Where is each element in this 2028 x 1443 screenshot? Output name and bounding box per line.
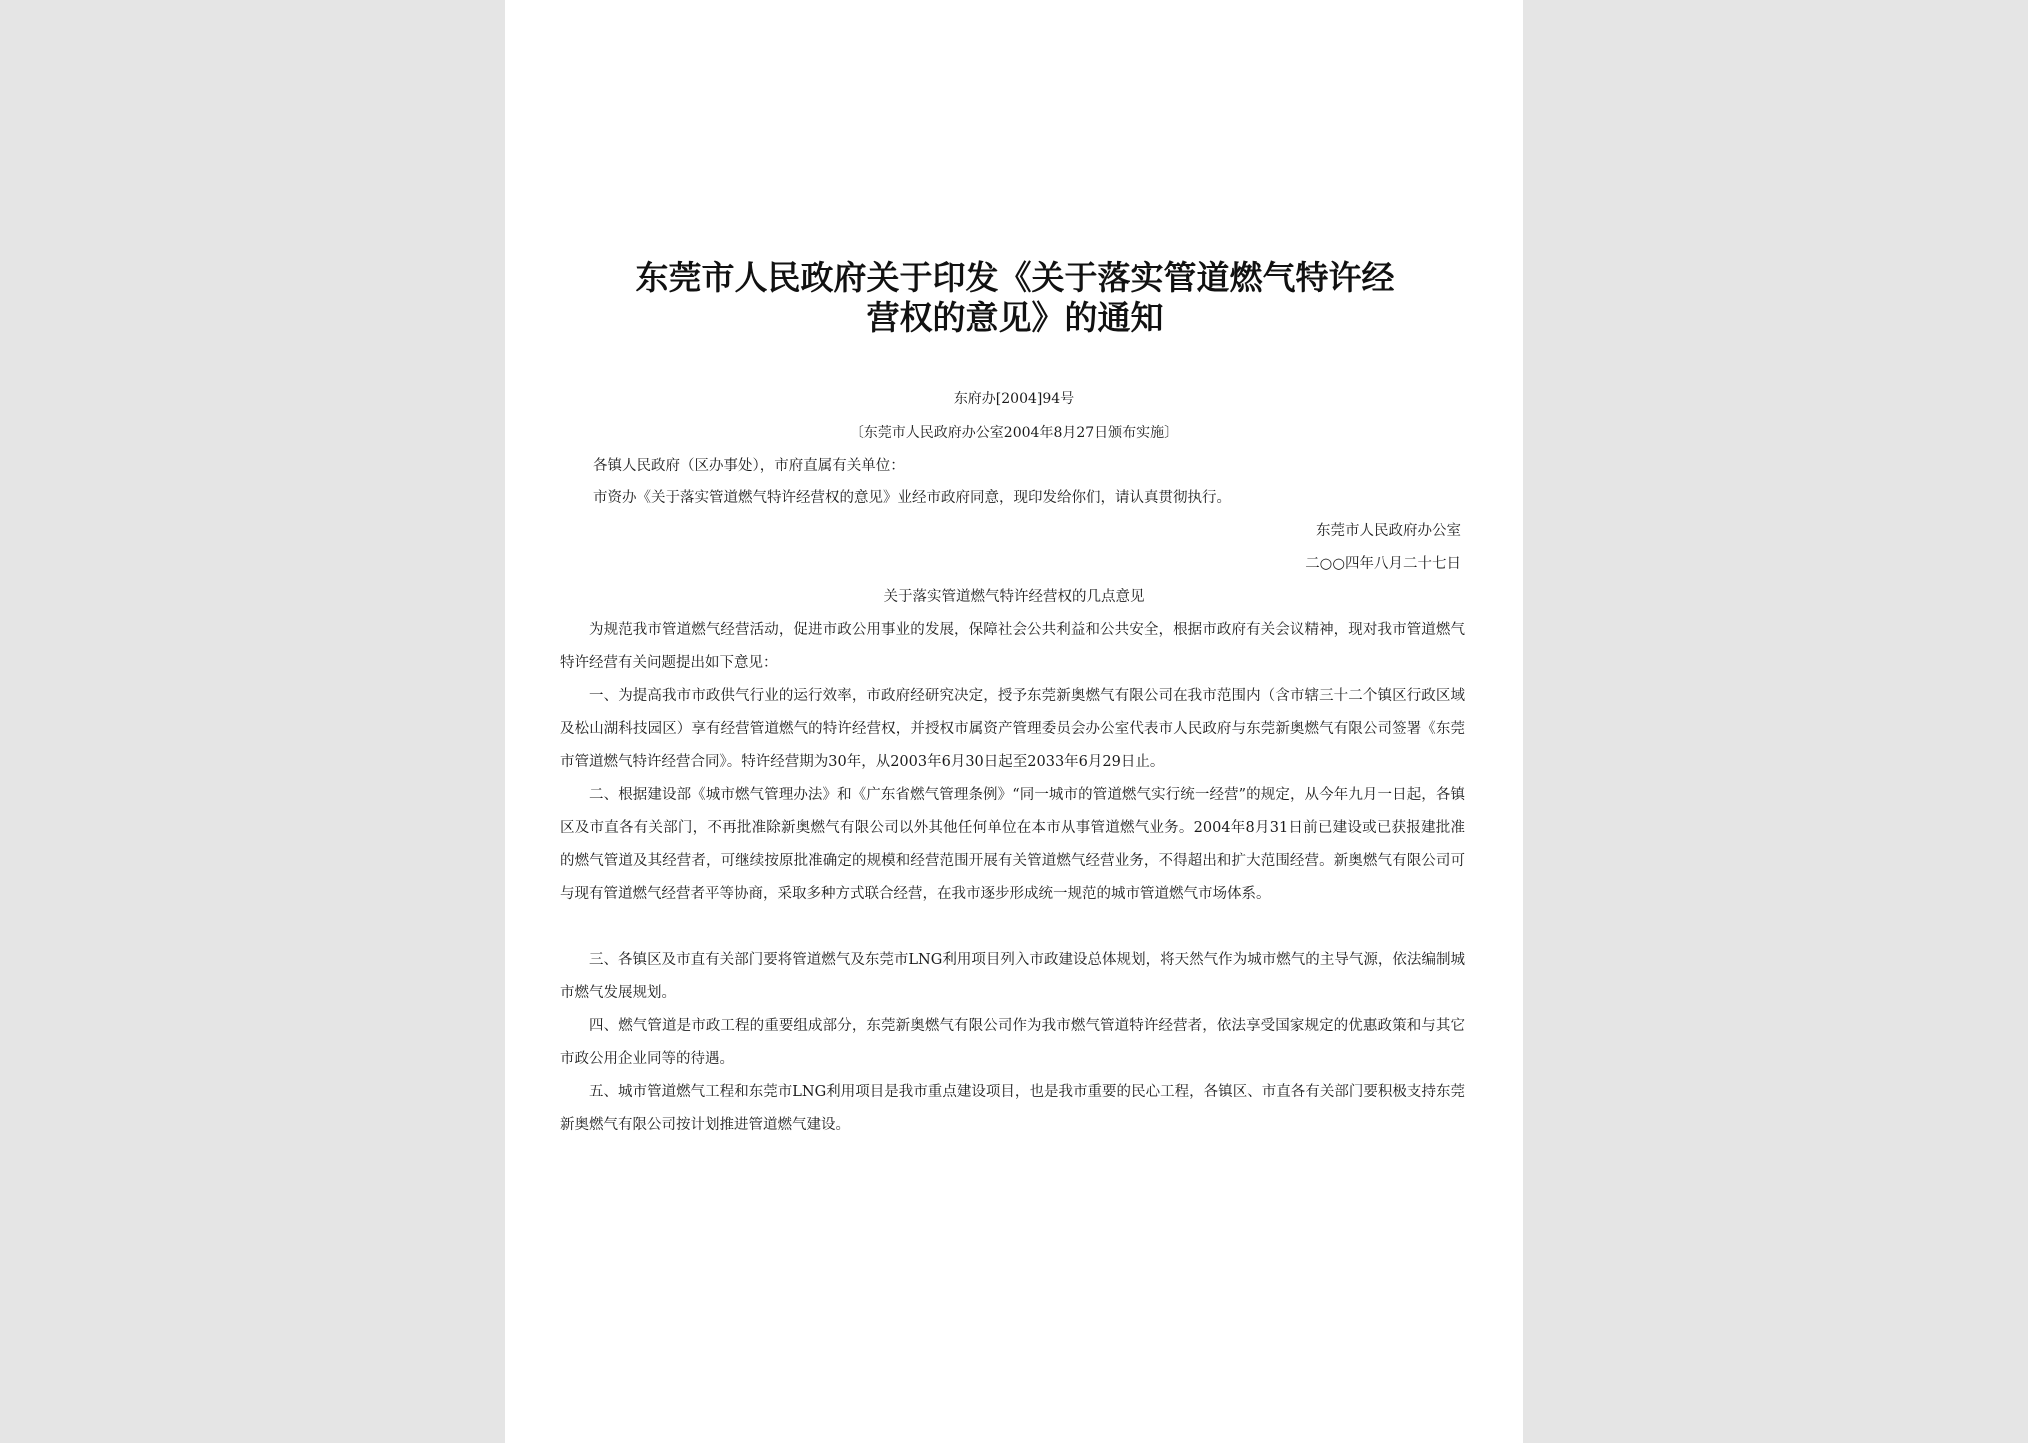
document-page	[505, 0, 1523, 1443]
title-line-2: 营权的意见》的通知	[866, 298, 1164, 337]
paragraph-item-4: 四、燃气管道是市政工程的重要组成部分，东莞新奥燃气有限公司作为我市燃气管道特许经营者，依法享受国家规定的优惠政策和与其它市政公用企业同等的待遇。	[560, 1018, 1465, 1067]
paragraph-item-1: 一、为提高我市市政供气行业的运行效率，市政府经研究决定，授予东莞新奥燃气有限公司在我市范围内（含市辖三十二个镇区行政区域及松山湖科技园区）享有经营管道燃气的特许经营权，并授权市属资产管理委员会办公室代表市人民政府与东莞新奥燃气有限公司签署《东莞市管道燃气特许经营合同》。特许经营期为30年，从2003年6月30日起至2033年6月29日止。	[560, 688, 1465, 770]
document-title	[565, 258, 1465, 338]
attachment-title: 关于落实管道燃气特许经营权的几点意见	[883, 589, 1145, 605]
title-line-1: 东莞市人民政府关于印发《关于落实管道燃气特许经	[635, 258, 1395, 297]
intro-paragraph: 市资办《关于落实管道燃气特许经营权的意见》业经市政府同意，现印发给你们，请认真贯彻执行。	[593, 490, 1231, 506]
paragraph-item-5: 五、城市管道燃气工程和东莞市LNG利用项目是我市重点建设项目，也是我市重要的民心工程，各镇区、市直各有关部门要积极支持东莞新奥燃气有限公司按计划推进管道燃气建设。	[560, 1084, 1465, 1133]
document-number: 东府办[2004]94号	[953, 391, 1075, 407]
addressee: 各镇人民政府（区办事处），市府直属有关单位：	[593, 458, 905, 474]
issue-note: 〔东莞市人民政府办公室2004年8月27日颁布实施〕	[849, 425, 1179, 441]
sign-date: 二○○四年八月二十七日	[1305, 556, 1461, 572]
signatory: 东莞市人民政府办公室	[1316, 523, 1461, 539]
paragraph-item-3: 三、各镇区及市直有关部门要将管道燃气及东莞市LNG利用项目列入市政建设总体规划，将天然气作为城市燃气的主导气源，依法编制城市燃气发展规划。	[560, 952, 1465, 1001]
paragraph-item-2: 二、根据建设部《城市燃气管理办法》和《广东省燃气管理条例》“同一城市的管道燃气实行统一经营”的规定，从今年九月一日起，各镇区及市直各有关部门，不再批准除新奥燃气有限公司以外其他任何单位在本市从事管道燃气业务。2004年8月31日前已建设或已获报建批准的燃气管道及其经营者，可继续按原批准确定的规模和经营范围开展有关管道燃气经营业务，不得超出和扩大范围经营。新奥燃气有限公司可与现有管道燃气经营者平等协商，采取多种方式联合经营，在我市逐步形成统一规范的城市管道燃气市场体系。	[560, 787, 1465, 902]
paragraph-preamble: 为规范我市管道燃气经营活动，促进市政公用事业的发展，保障社会公共利益和公共安全，根据市政府有关会议精神，现对我市管道燃气特许经营有关问题提出如下意见：	[560, 622, 1465, 671]
